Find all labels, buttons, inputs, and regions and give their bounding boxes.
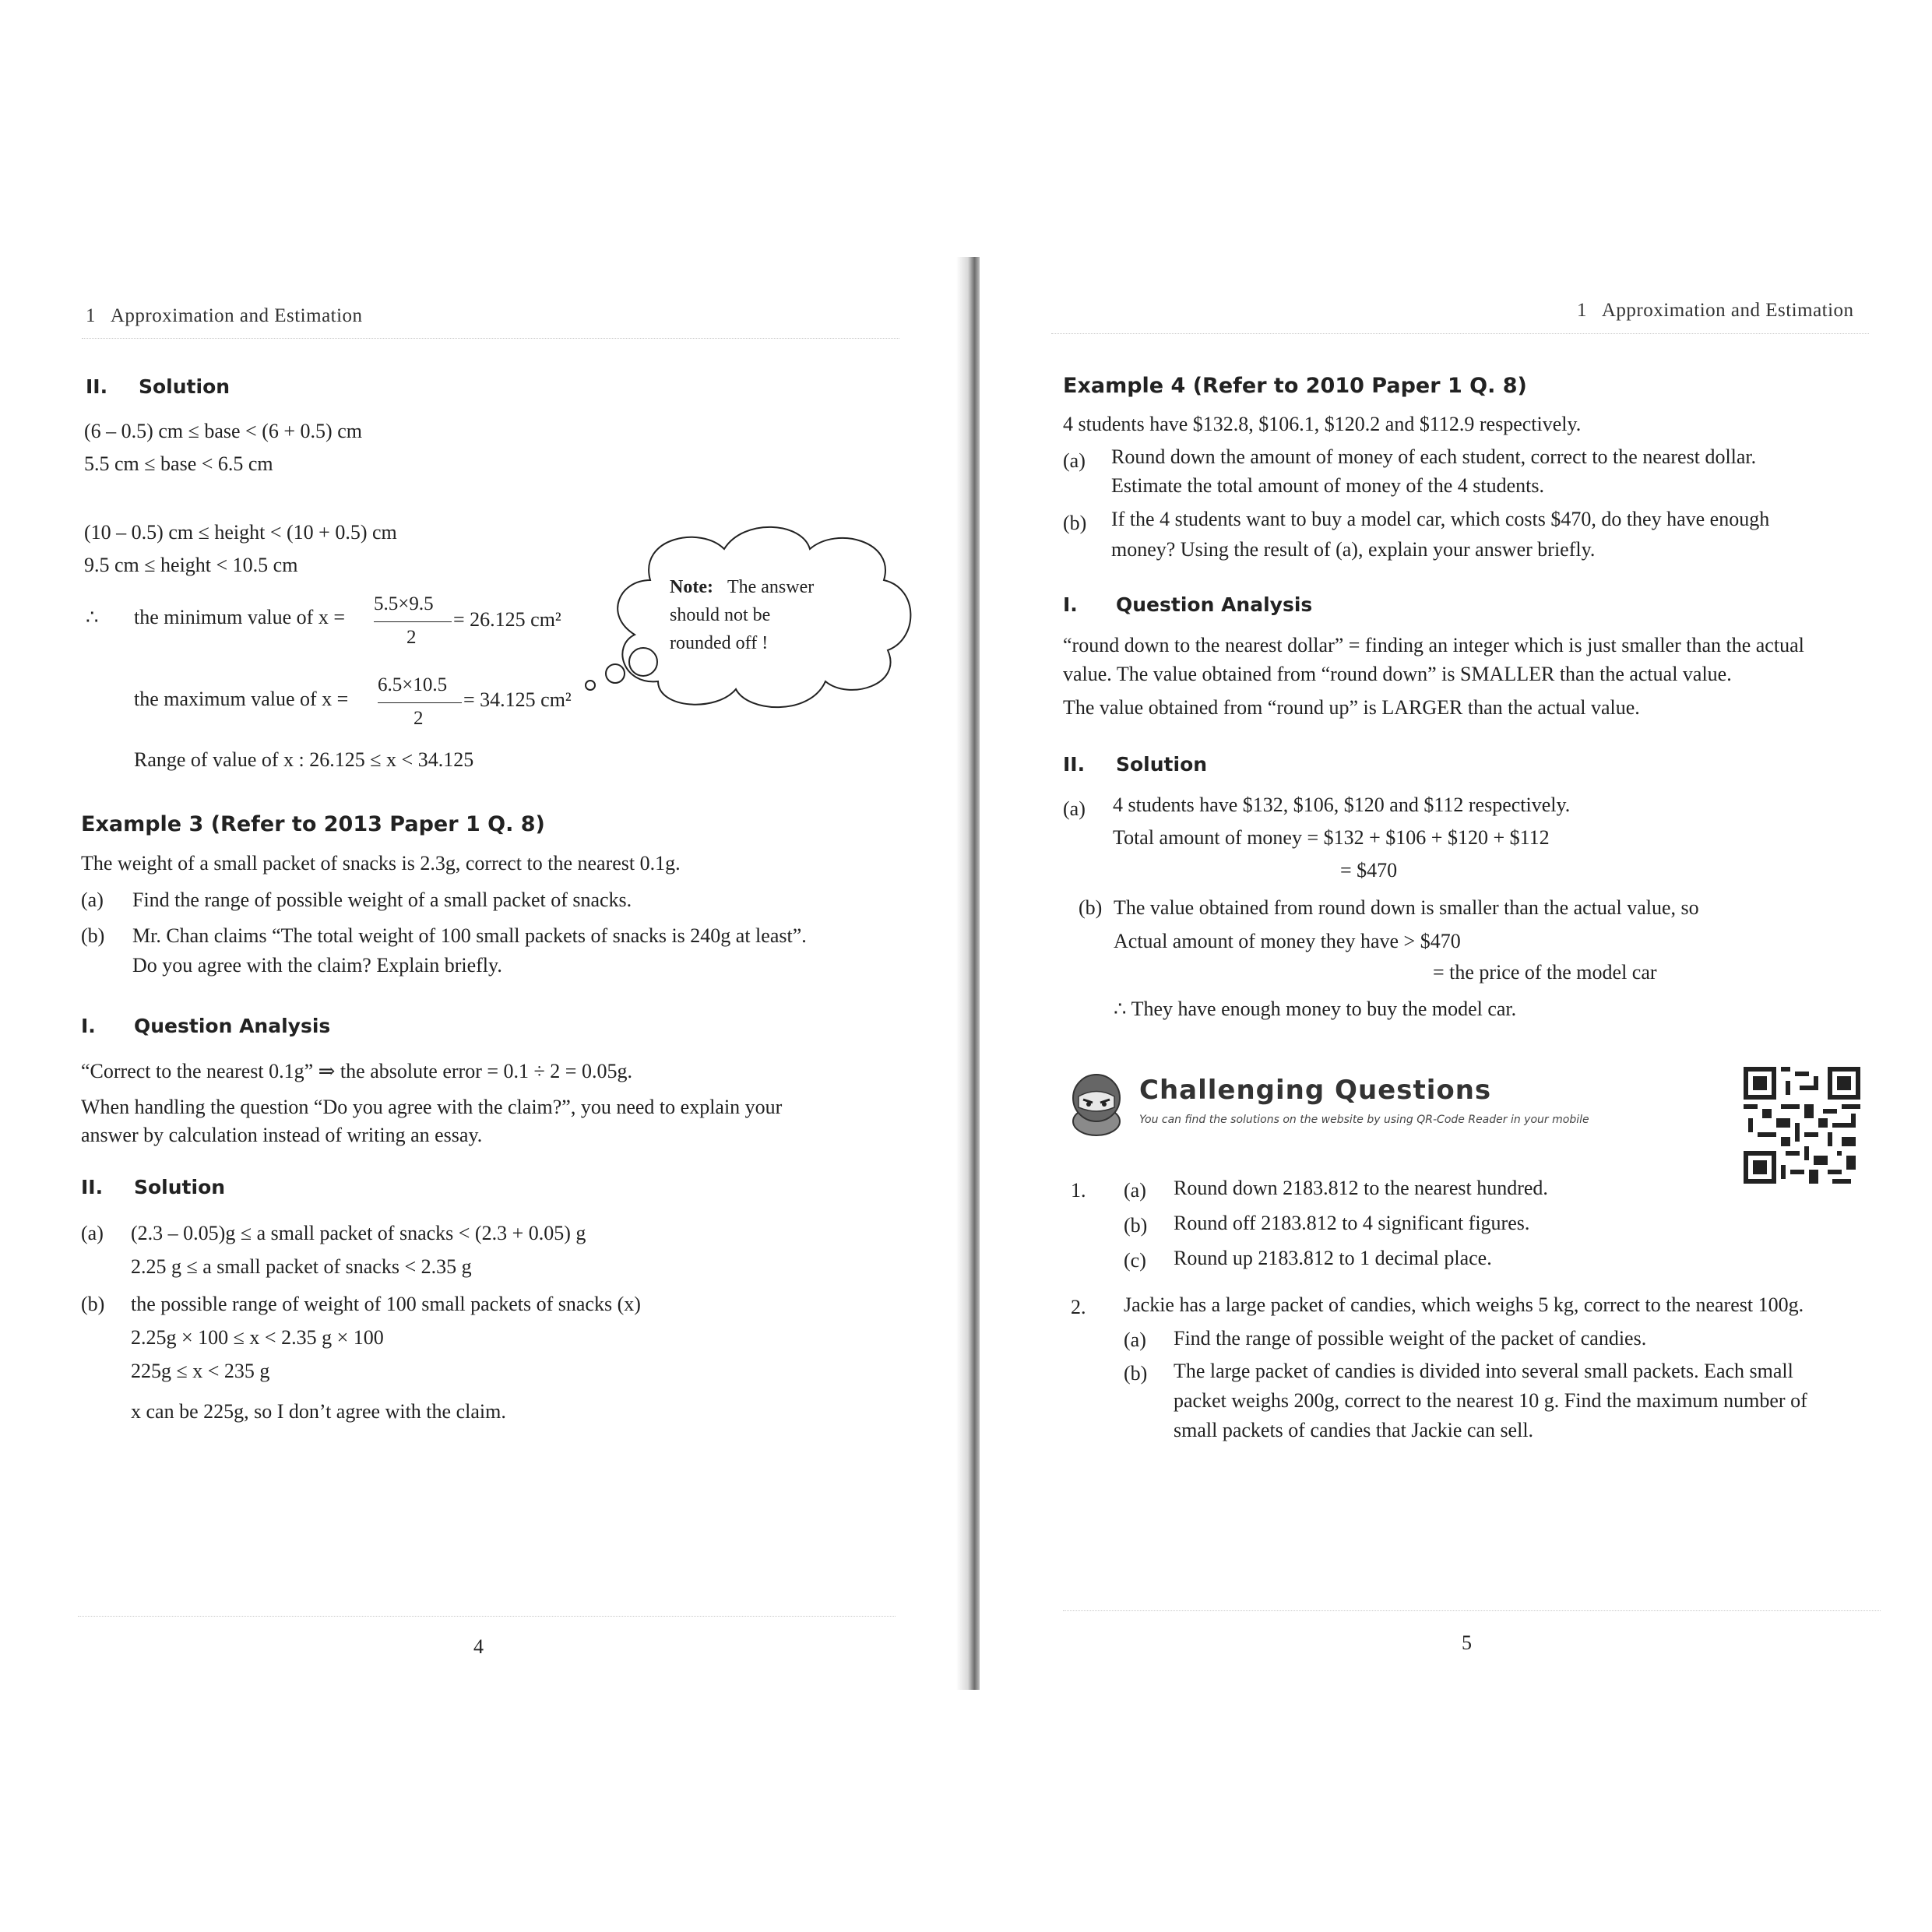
question-analysis-heading: I. Question Analysis: [81, 1015, 331, 1037]
chapter-number: 1: [86, 305, 96, 326]
min-label: the minimum value of x =: [134, 606, 346, 628]
fraction-bar: [374, 621, 452, 622]
solution-line: Actual amount of money they have > $470: [1114, 930, 1461, 952]
chapter-title: Approximation and Estimation: [1601, 300, 1854, 321]
running-header-right: [1577, 300, 1854, 322]
part-label: (a): [1124, 1179, 1146, 1202]
solution-heading: II. Solution: [81, 1176, 226, 1198]
analysis-line: answer by calculation instead of writing an essay.: [81, 1124, 483, 1146]
chapter-title: Approximation and Estimation: [110, 305, 363, 326]
therefore-symbol: ∴: [86, 606, 99, 628]
fraction-bar: [378, 702, 462, 703]
question-number: 1.: [1071, 1179, 1086, 1202]
question-text: Round up 2183.812 to 1 decimal place.: [1174, 1247, 1492, 1269]
example-3-stem: The weight of a small packet of snacks is 2.3g, correct to the nearest 0.1g.: [81, 852, 681, 875]
fraction-numerator: 6.5×10.5: [378, 674, 448, 695]
note-label: Note:: [670, 577, 713, 597]
part-label: (b): [81, 1293, 105, 1315]
max-result: = 34.125 cm²: [463, 688, 572, 711]
analysis-line: “Correct to the nearest 0.1g” ⇒ the absolute error = 0.1 ÷ 2 = 0.05g.: [81, 1060, 632, 1082]
note-line-3: rounded off !: [670, 633, 769, 653]
example-3-title: Example 3 (Refer to 2013 Paper 1 Q. 8): [81, 812, 545, 836]
question-text: Round off 2183.812 to 4 significant figures.: [1174, 1212, 1530, 1234]
max-label: the maximum value of x =: [134, 688, 349, 710]
part-text: Estimate the total amount of money of the 4 students.: [1111, 474, 1545, 497]
question-text: The large packet of candies is divided into several small packets. Each small: [1174, 1360, 1793, 1382]
analysis-line: “round down to the nearest dollar” = finding an integer which is just smaller than the actual: [1063, 634, 1804, 656]
solution-line: 225g ≤ x < 235 g: [131, 1360, 270, 1382]
part-label: (b): [1124, 1214, 1148, 1237]
solution-line: 9.5 cm ≤ height < 10.5 cm: [84, 554, 298, 576]
fraction-numerator: 5.5×9.5: [374, 593, 434, 614]
challenging-questions-subtitle: You can find the solutions on the website by using QR-Code Reader in your mobile: [1139, 1114, 1589, 1126]
question-text: packet weighs 200g, correct to the nearest 10 g. Find the maximum number of: [1174, 1389, 1807, 1412]
part-label: (b): [1063, 512, 1087, 534]
solution-line: The value obtained from round down is smaller than the actual value, so: [1114, 896, 1699, 919]
part-text: If the 4 students want to buy a model car, which costs $470, do they have enough: [1111, 508, 1770, 530]
question-text: Jackie has a large packet of candies, which weighs 5 kg, correct to the nearest 100g.: [1124, 1293, 1804, 1316]
part-text: Round down the amount of money of each student, correct to the nearest dollar.: [1111, 445, 1757, 468]
note-line-1: Note: The answer: [670, 577, 815, 597]
question-text: Round down 2183.812 to the nearest hundred.: [1174, 1177, 1548, 1199]
example-4-title: Example 4 (Refer to 2010 Paper 1 Q. 8): [1063, 374, 1527, 398]
ninja-mascot-icon: [1065, 1067, 1128, 1137]
thought-bubble-small: [586, 681, 595, 690]
part-label: (b): [1124, 1362, 1148, 1385]
analysis-line: value. The value obtained from “round down” is SMALLER than the actual value.: [1063, 663, 1732, 685]
solution-line: 5.5 cm ≤ base < 6.5 cm: [84, 452, 273, 475]
solution-line: x can be 225g, so I don’t agree with the claim.: [131, 1400, 506, 1423]
solution-line: Total amount of money = $132 + $106 + $120 + $112: [1113, 826, 1550, 849]
part-label: (a): [81, 1222, 104, 1244]
question-text: Find the range of possible weight of the packet of candies.: [1174, 1327, 1647, 1350]
min-result: = 26.125 cm²: [453, 608, 561, 631]
footer-rule: [78, 1616, 896, 1617]
solution-line: 2.25g × 100 ≤ x < 2.35 g × 100: [131, 1326, 384, 1349]
footer-rule: [1063, 1610, 1881, 1611]
solution-line: (2.3 – 0.05)g ≤ a small packet of snacks < (2.3 + 0.05) g: [131, 1222, 586, 1244]
header-rule: [1051, 333, 1869, 334]
solution-line: 2.25 g ≤ a small packet of snacks < 2.35 g: [131, 1255, 472, 1278]
question-text: small packets of candies that Jackie can sell.: [1174, 1419, 1534, 1441]
part-label: (a): [1063, 797, 1086, 820]
left-page: [0, 257, 970, 1690]
right-page: [970, 257, 1932, 1690]
solution-line: = $470: [1340, 859, 1398, 882]
min-fraction: [374, 593, 452, 656]
part-label: (a): [1124, 1328, 1146, 1351]
part-label: (b): [81, 924, 105, 947]
solution-line: (6 – 0.5) cm ≤ base < (6 + 0.5) cm: [84, 420, 362, 442]
part-text: Do you agree with the claim? Explain briefly.: [132, 954, 502, 977]
solution-heading: II. Solution: [86, 375, 231, 398]
solution-heading: II. Solution: [1063, 753, 1208, 776]
fraction-denominator: 2: [413, 708, 424, 729]
solution-line: = the price of the model car: [1433, 961, 1657, 984]
part-label: (c): [1124, 1249, 1146, 1272]
solution-line: ∴ They have enough money to buy the model car.: [1114, 998, 1517, 1020]
challenging-questions-title: Challenging Questions: [1139, 1075, 1492, 1106]
page-number: 4: [473, 1635, 484, 1658]
question-number: 2.: [1071, 1296, 1086, 1318]
part-text: Find the range of possible weight of a small packet of snacks.: [132, 889, 632, 911]
chapter-number: 1: [1577, 300, 1587, 321]
note-line-2: should not be: [670, 605, 771, 625]
running-header-left: [86, 305, 363, 327]
solution-line: (10 – 0.5) cm ≤ height < (10 + 0.5) cm: [84, 521, 397, 544]
part-text: money? Using the result of (a), explain your answer briefly.: [1111, 538, 1596, 561]
page-number: 5: [1462, 1631, 1472, 1654]
analysis-line: When handling the question “Do you agree with the claim?”, you need to explain your: [81, 1096, 783, 1118]
analysis-line: The value obtained from “round up” is LARGER than the actual value.: [1063, 696, 1640, 719]
example-4-stem: 4 students have $132.8, $106.1, $120.2 and $112.9 respectively.: [1063, 413, 1582, 435]
part-label: (a): [1063, 449, 1086, 472]
qr-code-icon[interactable]: [1744, 1067, 1860, 1184]
range-line: Range of value of x : 26.125 ≤ x < 34.125: [134, 748, 474, 771]
part-label: (a): [81, 889, 104, 911]
thought-bubble-medium: [606, 664, 625, 683]
fraction-denominator: 2: [406, 627, 417, 648]
max-fraction: [378, 674, 462, 737]
solution-line: the possible range of weight of 100 small packets of snacks (x): [131, 1293, 641, 1315]
part-label: (b): [1079, 896, 1103, 919]
part-text: Mr. Chan claims “The total weight of 100 small packets of snacks is 240g at least”.: [132, 924, 807, 947]
solution-line: 4 students have $132, $106, $120 and $112 respectively.: [1113, 794, 1571, 816]
question-analysis-heading: I. Question Analysis: [1063, 593, 1313, 616]
header-rule: [82, 338, 899, 339]
